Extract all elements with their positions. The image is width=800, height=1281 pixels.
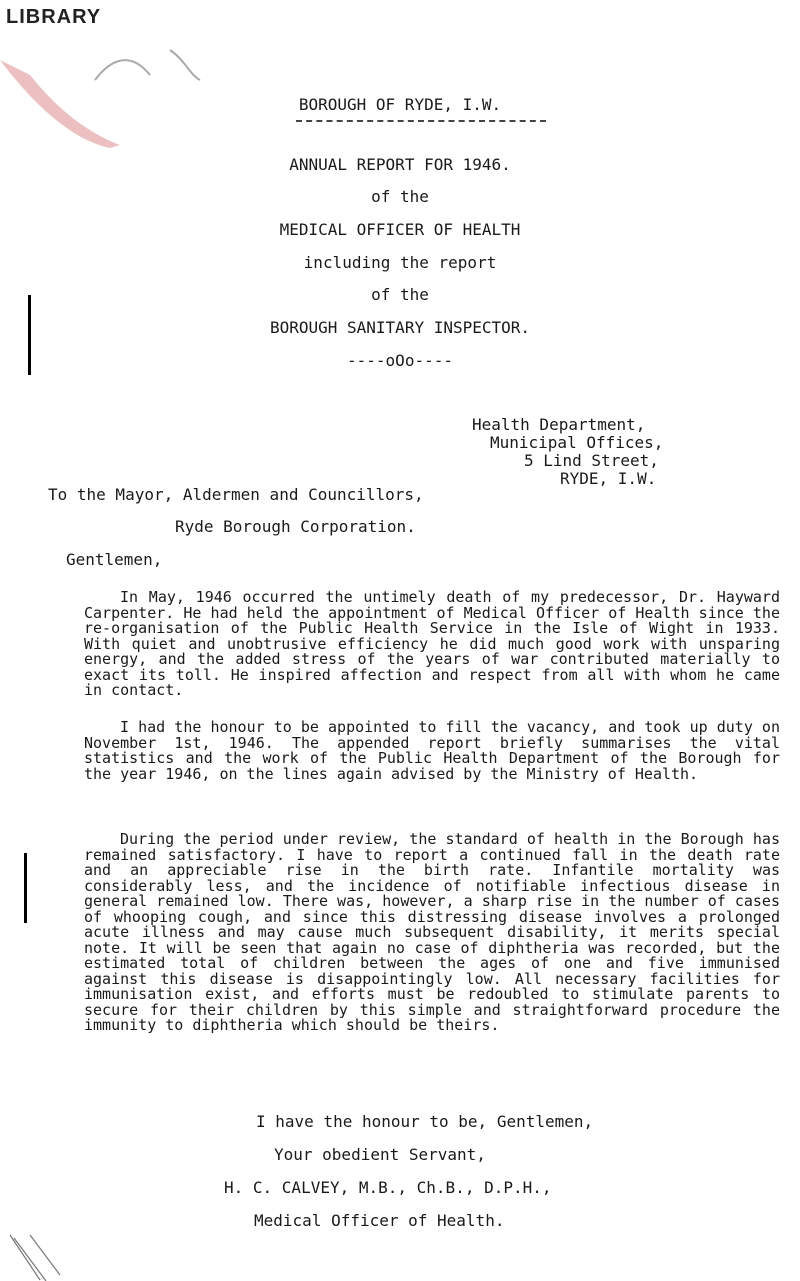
paragraph-text: In May, 1946 occurred the untimely death of my predecessor, Dr. Hayward Carpenter. He had held the appointment of Medical Officer of Health since the re-organisation of the Public Health Service in the Isle of Wight in 1933. With quiet and unobtrusive efficiency he did much good work with unsparing energy, and the added stress of the years of war contributed materially to exact its toll. He inspired affection and respect from all with whom he came in contact. (84, 588, 780, 699)
margin-scratch-mark (0, 1230, 80, 1281)
section-separator: ----oOo---- (347, 351, 453, 370)
torn-corner-mark (0, 20, 240, 150)
addressee-line: To the Mayor, Aldermen and Councillors, (48, 485, 424, 504)
closing-line: Your obedient Servant, (274, 1145, 486, 1164)
body-paragraph (84, 590, 780, 699)
library-stamp: LIBRARY (6, 6, 102, 28)
greeting: Gentlemen, (66, 550, 163, 569)
signatory-role: Medical Officer of Health. (254, 1211, 505, 1230)
address-line: Health Department, (472, 415, 646, 434)
signatory-name: H. C. CALVEY, M.B., Ch.B., D.P.H., (224, 1178, 552, 1197)
closing-line: I have the honour to be, Gentlemen, (256, 1112, 594, 1131)
address-line: Municipal Offices, (490, 433, 664, 452)
title-line: including the report (303, 253, 497, 272)
title-line: BOROUGH SANITARY INSPECTOR. (269, 318, 531, 337)
body-paragraph (84, 720, 780, 782)
address-line: RYDE, I.W. (560, 469, 657, 488)
report-title: ANNUAL REPORT FOR 1946. (289, 155, 511, 174)
body-paragraph (84, 832, 780, 1034)
address-line: 5 Lind Street, (524, 451, 659, 470)
heading-underline (296, 120, 546, 122)
corporation-line: Ryde Borough Corporation. (175, 517, 416, 536)
paragraph-text: During the period under review, the standard of health in the Borough has remained satisfactory. I have to report a continued fall in the death rate and an appreciable rise in the birth rate. Infantile mortality was considerably less, and the incidence of notifiable infectious disease in general remained low. There was, however, a sharp rise in the number of cases of whooping cough, and since this distressing disease involves a prolonged acute illness and may cause much subsequent disability, it merits special note. It will be seen that again no case of diphtheria was recorded, but the estimated total of children between the ages of one and five immunised against this disease is disappointingly low. All necessary facilities for immunisation exist, and efforts must be redoubled to stimulate parents to secure for their children by this simple and straightforward procedure the immunity to diphtheria which should be theirs. (84, 830, 780, 1034)
title-line: of the (371, 285, 429, 304)
title-line: MEDICAL OFFICER OF HEALTH (279, 220, 521, 239)
paragraph-text: I had the honour to be appointed to fill the vacancy, and took up duty on November 1st, 1946. The appended report briefly summarises the vital statistics and the work of the Public Health Department of the Borough for the year 1946, on the lines again advised by the Ministry of Health. (84, 718, 780, 783)
margin-mark (24, 853, 27, 923)
borough-heading: BOROUGH OF RYDE, I.W. (298, 95, 502, 114)
title-line: of the (371, 187, 429, 206)
